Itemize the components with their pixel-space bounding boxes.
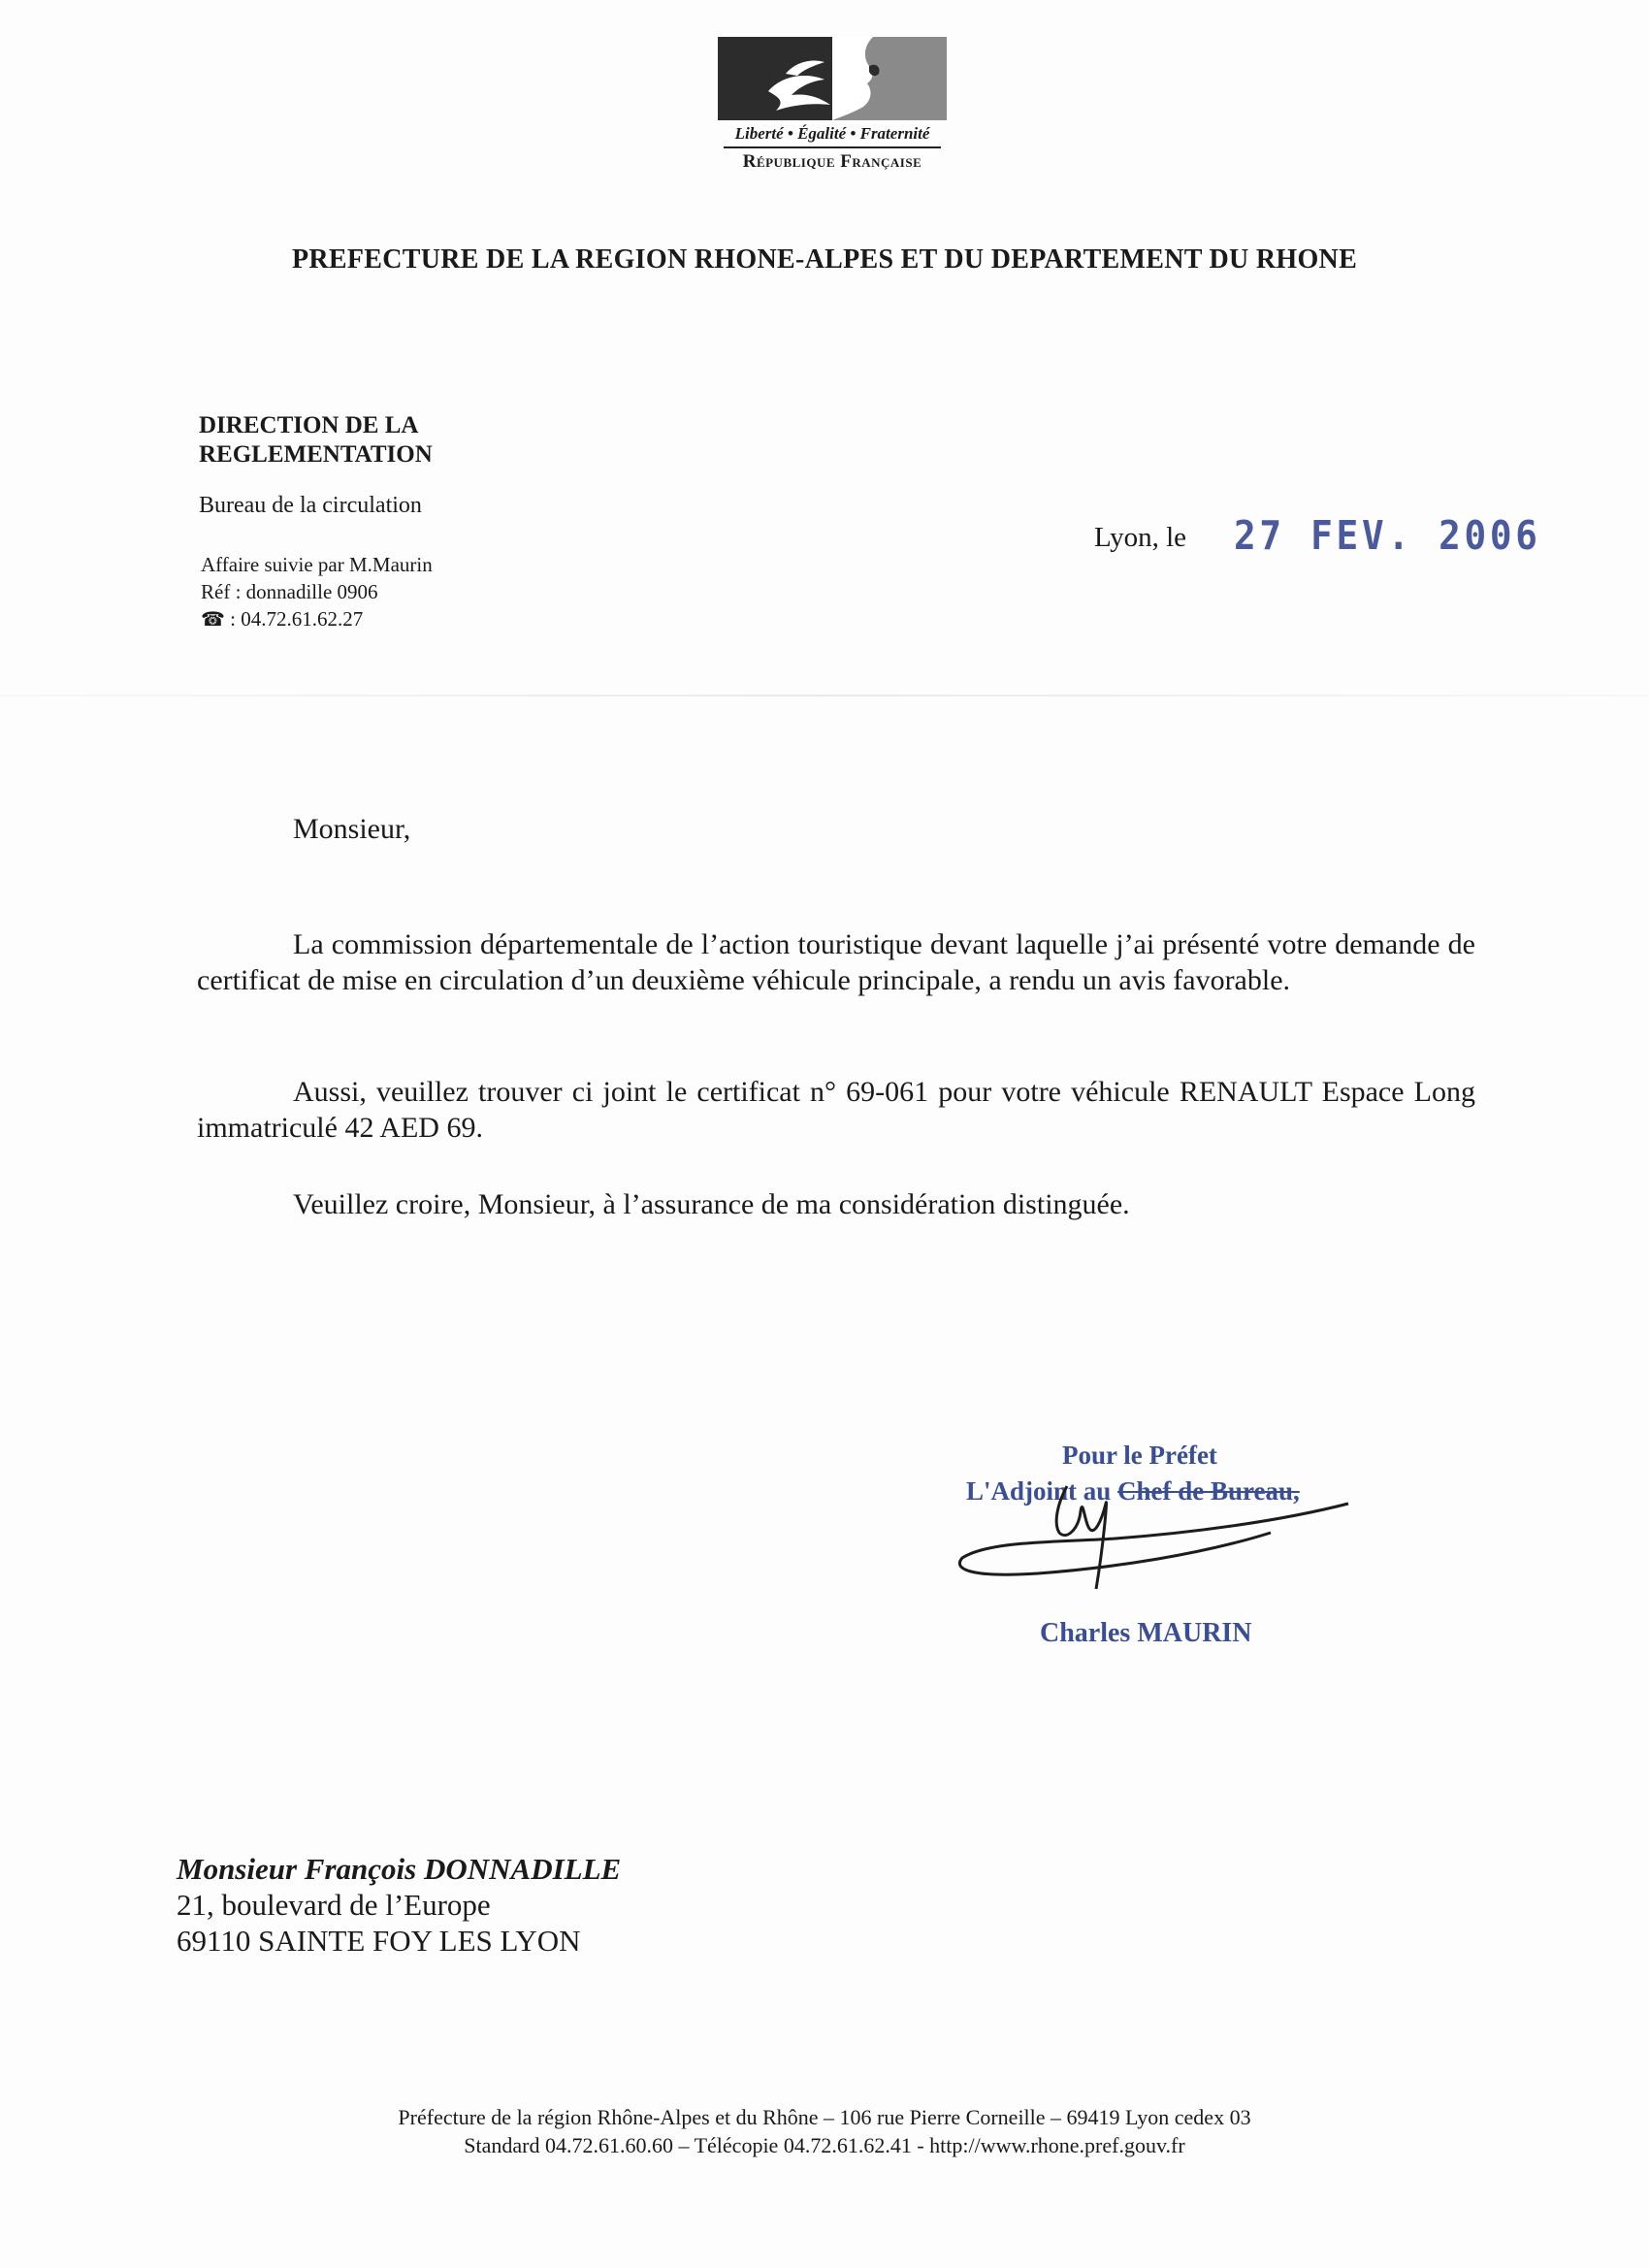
motto-divider [724, 146, 941, 148]
footer [0, 2103, 1649, 2159]
affaire-suivie: Affaire suivie par M.Maurin [201, 553, 433, 576]
telephone-icon: ☎ [201, 609, 225, 631]
recipient-block [177, 1851, 621, 1959]
direction-line2: REGLEMENTATION [199, 441, 433, 468]
reference: Réf : donnadille 0906 [201, 580, 378, 603]
salutation: Monsieur, [293, 813, 411, 845]
date-stamp: 27 FEV. 2006 [1234, 512, 1541, 559]
signature-title-struck: Chef de Bureau, [1117, 1476, 1300, 1506]
page-title: PREFECTURE DE LA REGION RHONE-ALPES ET DU DEPARTEMENT DU RHONE [291, 244, 1358, 275]
motto: Liberté • Égalité • Fraternité [734, 124, 930, 143]
paragraph-2: Aussi, veuillez trouver ci joint le certificat n° 69-061 pour votre véhicule RENAULT Espace Long immatriculé 42 AED 69. [197, 1076, 1475, 1144]
signatory-name: Charles MAURIN [1040, 1618, 1252, 1648]
signature-title: L'Adjoint au [966, 1476, 1118, 1506]
footer-line1: Préfecture de la région Rhône-Alpes et du Rhône – 106 rue Pierre Corneille – 69419 Lyon cedex 03 [398, 2105, 1251, 2129]
signature-stamp-line1: Pour le Préfet [1062, 1441, 1217, 1470]
phone-number: : 04.72.61.62.27 [230, 607, 364, 631]
handwritten-signature [951, 1465, 1358, 1610]
fold-line [0, 695, 1649, 697]
recipient-name: Monsieur François DONNADILLE [177, 1852, 622, 1886]
recipient-address1: 21, boulevard de l’Europe [177, 1888, 491, 1922]
direction-line1: DIRECTION DE LA [199, 412, 419, 438]
footer-line2: Standard 04.72.61.60.60 – Télécopie 04.72.61.62.41 - http://www.rhone.pref.gouv.fr [464, 2133, 1185, 2157]
republique-francaise: République Française [742, 151, 922, 172]
paragraph-3: Veuillez croire, Monsieur, à l’assurance de ma considération distinguée. [293, 1188, 1130, 1220]
marianne-icon [718, 37, 947, 120]
date-place: Lyon, le [1094, 522, 1187, 553]
sender-bureau: Bureau de la circulation [199, 493, 422, 518]
phone-row [201, 605, 433, 633]
paragraph-1: La commission départementale de l’action touristique devant laquelle j’ai présenté votre demande de certificat de mise en circulation d’un deuxième véhicule principale, a rendu un avis favorable. [197, 928, 1475, 996]
recipient-address2: 69110 SAINTE FOY LES LYON [177, 1924, 581, 1958]
republic-logo [718, 37, 947, 173]
sender-direction [199, 411, 433, 470]
sender-contact [201, 551, 433, 633]
